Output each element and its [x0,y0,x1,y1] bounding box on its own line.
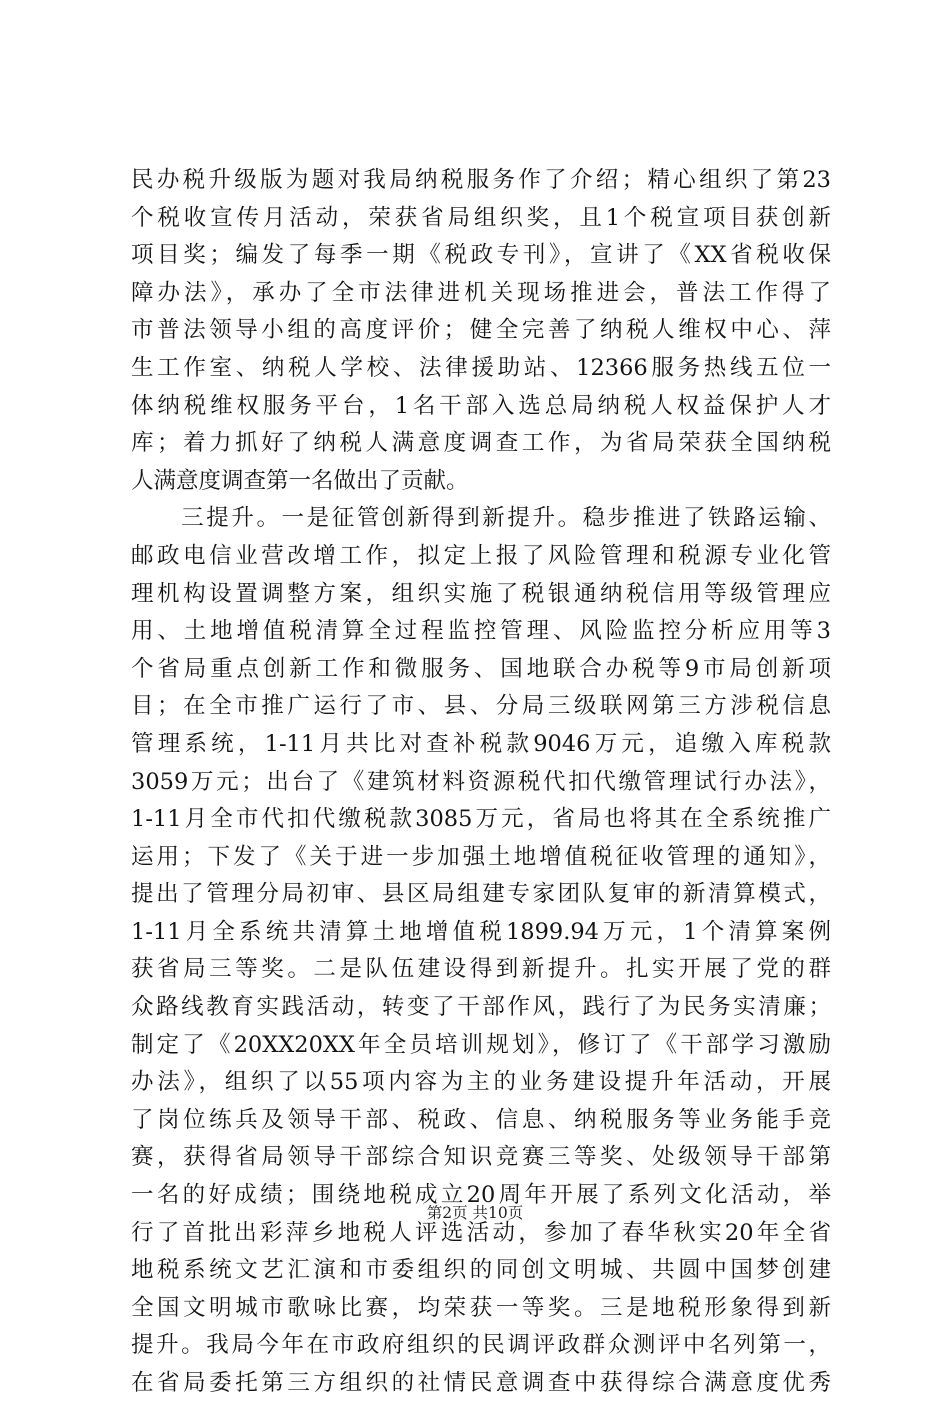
text-line: 个税收宣传月活动，荣获省局组织奖，且1个税宣项目获创新 [131,204,831,231]
text-line: 了岗位练兵及领导干部、税政、信息、纳税服务等业务能手竞 [131,1106,831,1133]
text-line: 目；在全市推广运行了市、县、分局三级联网第三方涉税信息 [131,693,831,720]
text-line: 市普法领导小组的高度评价；健全完善了纳税人维权中心、萍 [131,317,831,344]
text-line: 全国文明城市歌咏比赛，均荣获一等奖。三是地税形象得到新 [131,1294,831,1321]
text-line: 3059万元；出台了《建筑材料资源税代扣代缴管理试行办法》， [131,768,831,795]
text-line: 障办法》，承办了全市法律进机关现场推进会，普法工作得了 [131,279,831,306]
text-line: 个省局重点创新工作和微服务、国地联合办税等9市局创新项 [131,655,831,682]
text-line: 一名的好成绩；围绕地税成立20周年开展了系列文化活动，举 [131,1182,831,1209]
text-line: 赛，获得省局领导干部综合知识竞赛三等奖、处级领导干部第 [131,1144,831,1171]
text-line: 行了首批出彩萍乡地税人评选活动，参加了春华秋实20年全省 [131,1219,831,1246]
text-line: 三提升。一是征管创新得到新提升。稳步推进了铁路运输、 [131,505,831,532]
page-footer: 第2页 共10页 [426,1204,524,1222]
text-line: 人满意度调查第一名做出了贡献。 [131,467,469,494]
text-line: 民办税升级版为题对我局纳税服务作了介绍；精心组织了第23 [131,167,831,193]
text-line: 邮政电信业营改增工作，拟定上报了风险管理和税源专业化管 [131,542,831,569]
text-line: 1-11月全系统共清算土地增值税1899.94万元，1个清算案例 [131,918,831,945]
text-line: 1-11月全市代扣代缴税款3085万元，省局也将其在全系统推广 [131,806,831,833]
text-line: 获省局三等奖。二是队伍建设得到新提升。扎实开展了党的群 [131,956,831,983]
text-line: 库；着力抓好了纳税人满意度调查工作，为省局荣获全国纳税 [131,430,831,457]
text-line: 理机构设置调整方案，组织实施了税银通纳税信用等级管理应 [131,580,831,607]
text-line: 提出了管理分局初审、县区局组建专家团队复审的新清算模式， [131,881,831,908]
text-line: 众路线教育实践活动，转变了干部作风，践行了为民务实清廉； [131,994,831,1021]
text-line: 提升。我局今年在市政府组织的民调评政群众测评中名列第一， [131,1332,831,1359]
text-line: 用、土地增值税清算全过程监控管理、风险监控分析应用等3 [131,618,831,645]
text-line: 管理系统，1-11月共比对查补税款9046万元，追缴入库税款 [131,730,831,757]
text-line: 生工作室、纳税人学校、法律援助站、12366服务热线五位一 [131,354,831,381]
text-line: 在省局委托第三方组织的社情民意调查中获得综合满意度优秀 [131,1370,831,1396]
text-line: 运用；下发了《关于进一步加强土地增值税征收管理的通知》， [131,843,831,870]
text-line: 办法》，组织了以55项内容为主的业务建设提升年活动，开展 [131,1069,831,1096]
text-line: 制定了《20XX20XX年全员培训规划》，修订了《干部学习激励 [131,1031,831,1058]
text-line: 体纳税维权服务平台，1名干部入选总局纳税人权益保护人才 [131,392,831,419]
text-line: 地税系统文艺汇演和市委组织的同创文明城、共圆中国梦创建 [131,1257,831,1284]
text-line: 项目奖；编发了每季一期《税政专刊》，宣讲了《XX省税收保 [131,242,831,269]
